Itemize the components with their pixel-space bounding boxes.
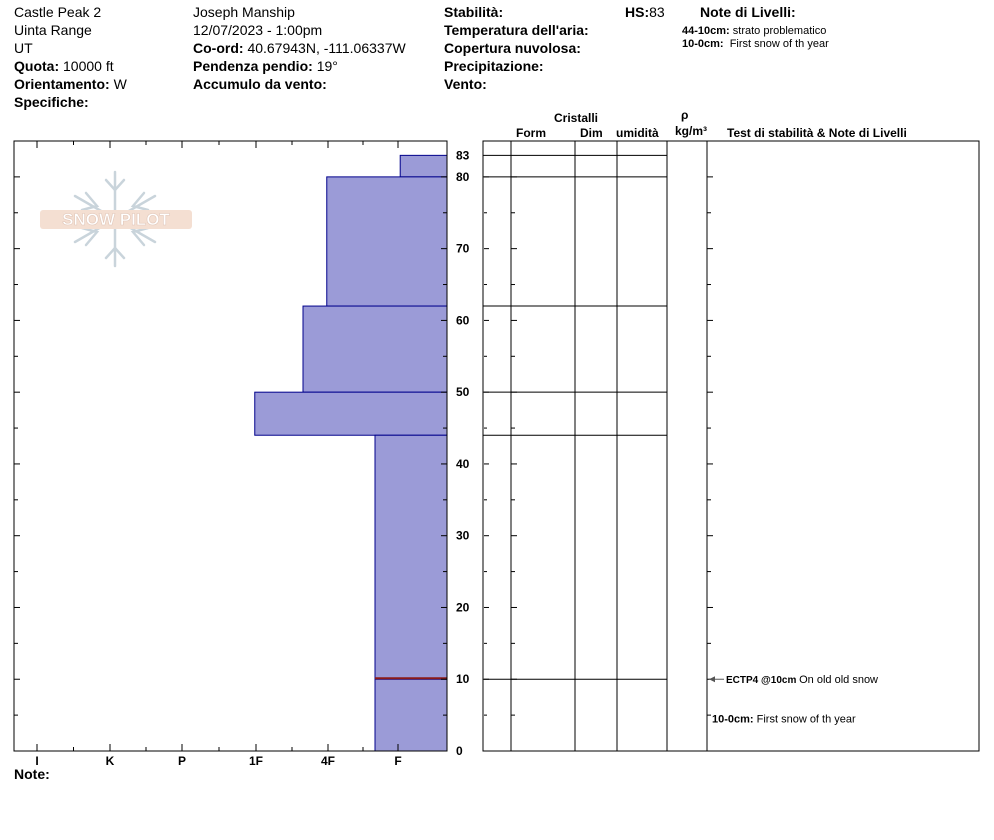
- layer-notes-title: Note di Livelli:: [700, 4, 796, 20]
- hardness-tick-label: 4F: [320, 754, 336, 768]
- hardness-tick-label: K: [105, 754, 115, 768]
- elevation-label: Quota:: [14, 58, 60, 74]
- slope-value: 19°: [316, 58, 338, 74]
- layer-note-2-text: First snow of th year: [729, 38, 829, 50]
- stability-test-code: ECTP4 @10cm: [726, 675, 800, 687]
- air-temp-label: Temperatura dell'aria:: [444, 22, 589, 38]
- snowpilot-logo: [40, 172, 192, 266]
- hardness-layer-bar: [375, 435, 447, 679]
- form-header: Form: [516, 126, 546, 140]
- stability-test-label: [726, 674, 878, 686]
- observer-name: Joseph Manship: [193, 4, 295, 20]
- specifics-label: Specifiche:: [14, 94, 89, 110]
- hardness-layer-bar: [327, 177, 447, 306]
- wind-loading-label: Accumulo da vento:: [193, 76, 327, 92]
- depth-tick-label: 40: [456, 456, 470, 471]
- depth-tick-label: 80: [456, 169, 470, 184]
- layer-comment-label: [712, 714, 856, 726]
- depth-tick-label: 20: [456, 600, 470, 615]
- density-symbol: ρ: [681, 108, 689, 122]
- depth-tick-label: 10: [456, 672, 470, 687]
- moisture-header: umidità: [616, 126, 659, 140]
- density-unit: kg/m³: [675, 124, 708, 138]
- layer-note-1-text: strato problematico: [732, 25, 827, 37]
- observation-datetime: 12/07/2023 - 1:00pm: [193, 22, 323, 38]
- hardness-layer-bar: [303, 306, 447, 392]
- elevation-value: 10000 ft: [63, 58, 114, 74]
- logo-text: SNOW PILOT: [62, 210, 170, 229]
- stability-test-comment: On old old snow: [799, 674, 879, 687]
- hardness-layer-bar: [255, 392, 447, 435]
- hardness-tick-label: P: [177, 754, 187, 768]
- hardness-layer-bar: [400, 155, 447, 177]
- cloud-cover-label: Copertura nuvolosa:: [444, 40, 581, 56]
- layer-table-frame: [483, 141, 979, 751]
- hardness-tick-label: I: [35, 754, 39, 768]
- aspect-label: Orientamento:: [14, 76, 110, 92]
- wind-label: Vento:: [444, 76, 487, 92]
- depth-tick-label: 70: [456, 241, 470, 256]
- hardness-layer-bar: [375, 679, 447, 751]
- depth-tick-label: 50: [456, 385, 470, 400]
- hardness-tick-label: 1F: [248, 754, 264, 768]
- hardness-tick-label: F: [394, 754, 402, 768]
- snow-height-label: HS:: [625, 4, 650, 20]
- layer-note-1-range: 44-10cm:: [682, 25, 730, 37]
- coordinates-value: 40.67943N, -111.06337W: [247, 40, 406, 56]
- crystals-header: Cristalli: [554, 111, 599, 125]
- state-name: UT: [14, 40, 33, 56]
- stability-label: Stabilità:: [444, 4, 504, 20]
- stability-tests-header: Test di stabilità & Note di Livelli: [727, 126, 907, 140]
- depth-tick-label: 60: [456, 313, 470, 328]
- layer-note-2-range: 10-0cm:: [682, 38, 724, 50]
- range-name: Uinta Range: [14, 22, 92, 38]
- notes-label: Note:: [14, 766, 50, 782]
- precipitation-label: Precipitazione:: [444, 58, 544, 74]
- snow-height-value: 83: [649, 4, 665, 20]
- layer-comment-text: First snow of th year: [756, 713, 856, 726]
- coordinates-label: Co-ord:: [193, 40, 244, 56]
- location-name: Castle Peak 2: [14, 4, 102, 20]
- depth-tick-label: 30: [456, 528, 470, 543]
- depth-tick-label: 0: [456, 744, 463, 758]
- depth-tick-label: 83: [456, 148, 470, 163]
- dim-header: Dim: [580, 126, 603, 140]
- aspect-value: W: [113, 76, 127, 92]
- test-arrow-icon: [709, 676, 715, 682]
- layer-comment-range: 10-0cm:: [712, 713, 757, 726]
- slope-label: Pendenza pendio:: [193, 58, 313, 74]
